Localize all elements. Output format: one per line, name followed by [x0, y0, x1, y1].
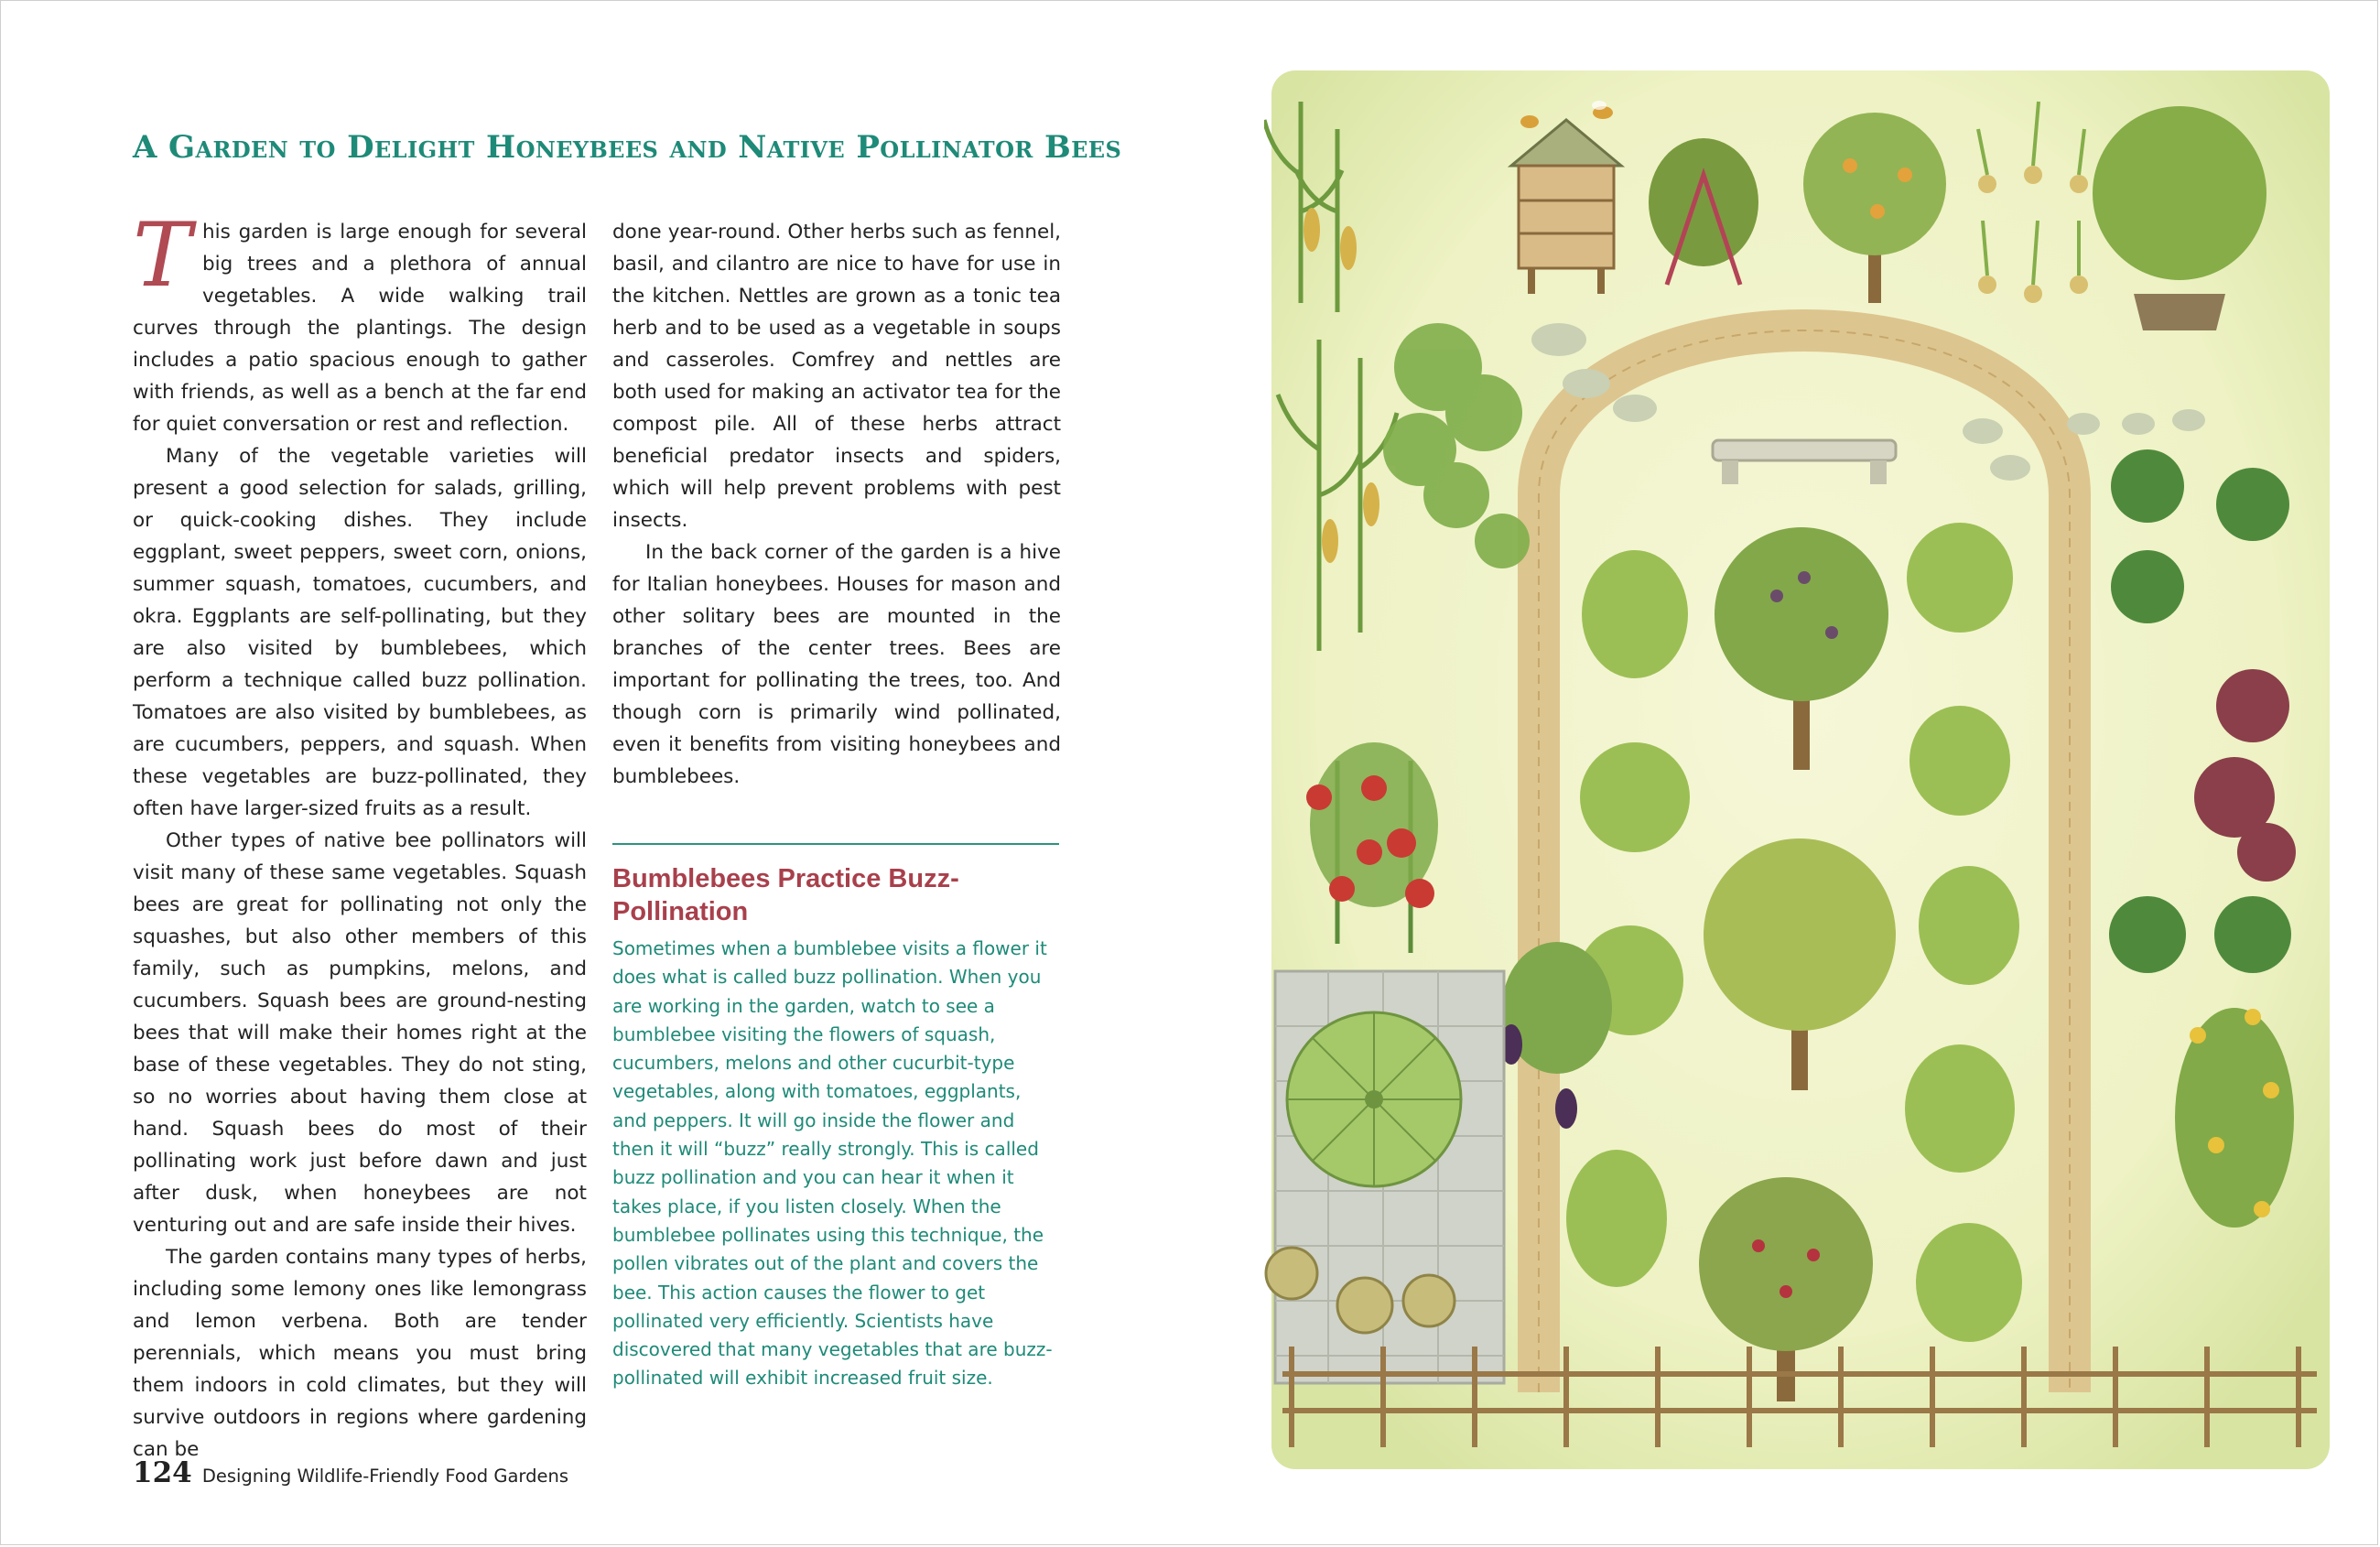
text-column-1 — [133, 204, 587, 1466]
sidebar-body: Sometimes when a bumblebee visits a flower it does what is called buzz pollination. When you are working in the garden, watch to see a bumblebee visiting the flowers of squash, cucumbers, melons and other cucurbit-type vegetables, along with tomatoes, eggplants, and peppers. It will go inside the flower and then it will “buzz” really strongly. This is called buzz pollination and you can hear it when it takes place, if you listen closely. When the bumblebee pollinates using this technique, the pollen vibrates out of the plant and covers the bee. This action causes the flower to get pollinated very efficiently. Scientists have discovered that many vegetables that are buzz-pollinated will exhibit increased fruit size. — [612, 937, 1053, 1390]
left-page — [1, 1, 1191, 1545]
paragraph-text: his garden is large enough for several big trees and a plethora of annual vegetables. A wide walking trail curves through the plantings. The design includes a patio spacious enough to gather with friends, as well as a bench at the far end for quiet conversation or rest and reflection. — [133, 221, 587, 436]
garden-illustration — [1264, 65, 2337, 1475]
page-number: 124 — [133, 1456, 192, 1489]
article-title: A Garden to Delight Honeybees and Native Pollinator Bees — [133, 129, 1122, 166]
umbrella-icon — [1287, 1012, 1461, 1186]
paragraph: Many of the vegetable varieties will present a good selection for salads, grilling, or quick-cooking dishes. They include eggplant, sweet peppers, sweet corn, onions, summer squash, tomatoes, cucumbers, and okra. Eggplants are self-pollinating, but they are also visited by bumblebees, which perform a technique called buzz pollination. Tomatoes are also visited by bumblebees, as are cucumbers, peppers, and squash. When these vegetables are buzz-pollinated, they often have larger-sized fruits as a result. — [133, 445, 587, 820]
running-title: Designing Wildlife-Friendly Food Gardens — [201, 1466, 569, 1487]
sidebar-heading: Bumblebees Practice Buzz-Pollination — [612, 864, 959, 926]
paragraph: The garden contains many types of herbs, including some lemony ones like lemongrass and lemon verbena. Both are tender perennials, which means you must bring them indoors in cold climates, but they will survive outdoors in regions where gardening can be — [133, 1246, 587, 1461]
drop-cap: T — [133, 204, 192, 307]
sidebar-divider — [612, 843, 1059, 845]
paragraph: In the back corner of the garden is a hive for Italian honeybees. Houses for mason and other solitary bees are mounted in the branches of the center trees. Bees are important for pollinating the trees, too. And though corn is primarily wind pollinated, even it benefits from visiting honeybees and bumblebees. — [612, 541, 1061, 788]
paragraph: Other types of native bee pollinators will visit many of these same vegetables. Squash bees are great for pollinating not only the squashes, but also other members of this family, such as pumpkins, melons, and cucumbers. Squash bees are ground-nesting bees that will make their homes right at the base of these vegetables. They do not sting, so no worries about having them close at hand. Squash bees do most of their pollinating work just before dawn and just after dusk, when honeybees are not venturing out and are safe inside their hives. — [133, 829, 587, 1237]
paragraph — [133, 204, 587, 440]
paragraph: done year-round. Other herbs such as fennel, basil, and cilantro are nice to have for use in the kitchen. Nettles are grown as a tonic tea herb and to be used as a vegetable in soups and casseroles. Comfrey and nettles are both used for making an activator tea for the compost pile. All of these herbs attract beneficial predator insects and spiders, which will help prevent problems with pest insects. — [612, 221, 1061, 532]
flower-icon — [2175, 1008, 2294, 1228]
text-column-2 — [612, 216, 1061, 793]
page-footer — [133, 1456, 568, 1489]
